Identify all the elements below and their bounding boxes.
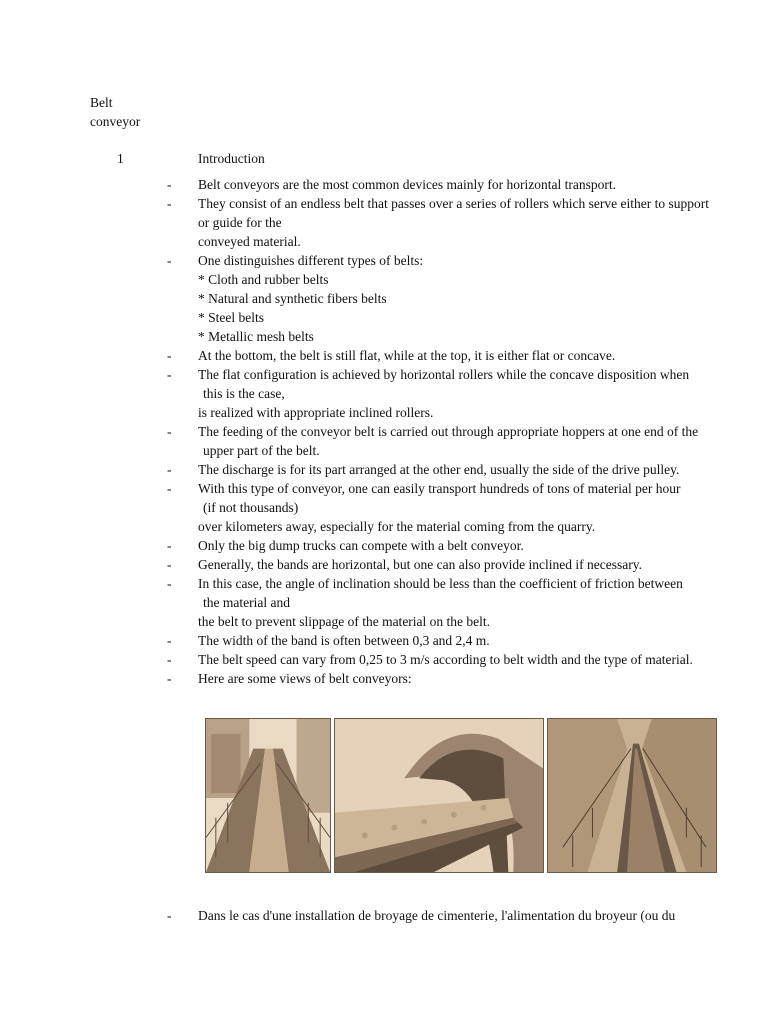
bullet-dash: - bbox=[167, 367, 172, 382]
bullet-dash: - bbox=[167, 576, 172, 591]
bullet-dash: - bbox=[167, 633, 172, 648]
list-item bbox=[0, 365, 768, 422]
list-item-line: the belt to prevent slippage of the material on the belt. bbox=[198, 614, 491, 629]
list-item bbox=[0, 175, 768, 194]
list-item-line: The flat configuration is achieved by horizontal rollers while the concave disposition when bbox=[198, 367, 690, 382]
list-item-line: The feeding of the conveyor belt is carried out through appropriate hoppers at one end of the bbox=[198, 424, 699, 439]
list-item-line: With this type of conveyor, one can easily transport hundreds of tons of material per hour bbox=[198, 481, 681, 496]
list-item-line: In this case, the angle of inclination should be less than the coefficient of friction between bbox=[198, 576, 683, 591]
list-item-line: At the bottom, the belt is still flat, while at the top, it is either flat or concave. bbox=[198, 348, 616, 363]
list-item-line: The belt speed can vary from 0,25 to 3 m/s according to belt width and the type of material. bbox=[198, 652, 693, 667]
conveyor-photo-3 bbox=[547, 718, 717, 873]
title-line-2: conveyor bbox=[90, 114, 141, 129]
bullet-dash: - bbox=[167, 538, 172, 553]
bullet-dash: - bbox=[167, 462, 172, 477]
list-item-line: over kilometers away, especially for the material coming from the quarry. bbox=[198, 519, 596, 534]
list-item-line: * Steel belts bbox=[198, 310, 264, 325]
list-item-line: The width of the band is often between 0,3 and 2,4 m. bbox=[198, 633, 490, 648]
bullet-dash: - bbox=[167, 196, 172, 211]
conveyor-photo-1 bbox=[205, 718, 331, 873]
bullet-dash: - bbox=[167, 908, 172, 923]
list-item-line: is realized with appropriate inclined rollers. bbox=[198, 405, 434, 420]
bullet-dash: - bbox=[167, 481, 172, 496]
continuation-item bbox=[0, 906, 768, 925]
bullet-dash: - bbox=[167, 177, 172, 192]
bullet-dash: - bbox=[167, 424, 172, 439]
section-title: Introduction bbox=[198, 151, 265, 166]
conveyor-photo-2 bbox=[334, 718, 544, 873]
list-item-line: Here are some views of belt conveyors: bbox=[198, 671, 412, 686]
list-item-line: upper part of the belt. bbox=[203, 443, 320, 458]
bullet-dash: - bbox=[167, 557, 172, 572]
list-item bbox=[0, 346, 768, 365]
list-item-line: (if not thousands) bbox=[203, 500, 299, 515]
bullet-dash: - bbox=[167, 348, 172, 363]
list-item-line: this is the case, bbox=[203, 386, 285, 401]
list-item bbox=[0, 650, 768, 669]
list-item-line: * Natural and synthetic fibers belts bbox=[198, 291, 387, 306]
list-item-line: Generally, the bands are horizontal, but one can also provide inclined if necessary. bbox=[198, 557, 642, 572]
section-number: 1 bbox=[117, 151, 124, 166]
list-item bbox=[0, 460, 768, 479]
list-item-line: conveyed material. bbox=[198, 234, 301, 249]
list-item-line: They consist of an endless belt that passes over a series of rollers which serve either to support bbox=[198, 196, 709, 211]
list-item-line: * Cloth and rubber belts bbox=[198, 272, 329, 287]
list-item-line: Belt conveyors are the most common devices mainly for horizontal transport. bbox=[198, 177, 617, 192]
list-item bbox=[0, 251, 768, 346]
list-item bbox=[0, 422, 768, 460]
list-item-line: One distinguishes different types of belts: bbox=[198, 253, 424, 268]
list-item-line: Only the big dump trucks can compete with a belt conveyor. bbox=[198, 538, 524, 553]
list-item bbox=[0, 631, 768, 650]
list-item-line: * Metallic mesh belts bbox=[198, 329, 314, 344]
list-item bbox=[0, 574, 768, 631]
title-line-1: Belt bbox=[90, 95, 113, 110]
list-item-line: or guide for the bbox=[198, 215, 282, 230]
bullet-dash: - bbox=[167, 652, 172, 667]
list-item-line: the material and bbox=[203, 595, 290, 610]
bullet-dash: - bbox=[167, 671, 172, 686]
continuation-text: Dans le cas d'une installation de broyage de cimenterie, l'alimentation du broyeur (ou du bbox=[198, 908, 676, 923]
list-item bbox=[0, 555, 768, 574]
list-item bbox=[0, 194, 768, 251]
list-item bbox=[0, 669, 768, 688]
bullet-list bbox=[0, 175, 768, 688]
list-item bbox=[0, 479, 768, 536]
document-title bbox=[90, 93, 140, 131]
list-item-line: The discharge is for its part arranged at the other end, usually the side of the drive pulley. bbox=[198, 462, 680, 477]
list-item bbox=[0, 536, 768, 555]
conveyor-photos bbox=[205, 718, 717, 873]
bullet-dash: - bbox=[167, 253, 172, 268]
